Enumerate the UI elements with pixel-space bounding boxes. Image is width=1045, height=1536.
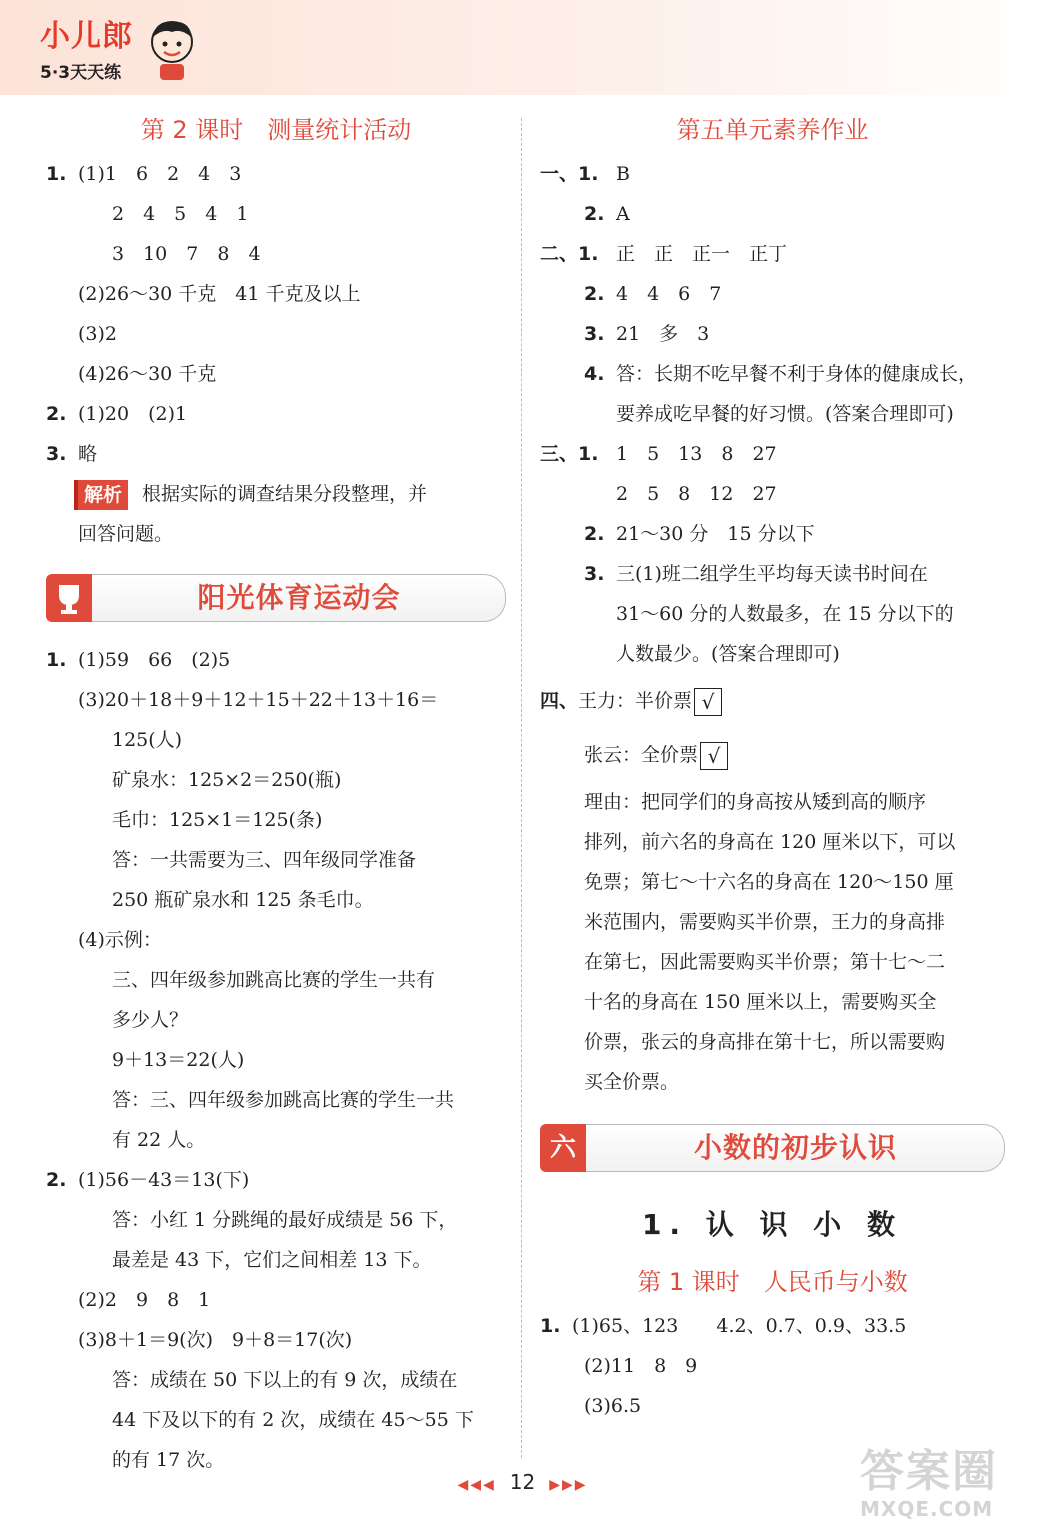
answer-line (46, 314, 506, 354)
chapter-title: 1. 认 识 小 数 (641, 1208, 904, 1241)
answer-line (46, 154, 506, 194)
ticket-row-wangli: 四、王力：半价票 √ (540, 674, 1005, 728)
unit-title: 小数的初步认识 (693, 1131, 897, 1164)
reason-line: 买全价票。 (584, 1071, 680, 1093)
answer-line (46, 1080, 506, 1120)
answer-text: 答：一共需要为三、四年级同学准备 (112, 849, 417, 871)
answer-line (46, 234, 506, 274)
question-number: 2. (584, 283, 605, 305)
answer-line (46, 1040, 506, 1080)
answer-line (46, 394, 506, 434)
answer-text: (1)59 66 (2)5 (78, 649, 231, 671)
lesson-title: 第 1 课时 人民币与小数 (637, 1268, 908, 1296)
answer-line (540, 194, 1005, 234)
answer-line (46, 1360, 506, 1400)
answer-list (540, 154, 1005, 674)
answer-text: (3)6.5 (584, 1395, 642, 1417)
answer-list (46, 154, 506, 474)
answer-line (46, 1400, 506, 1440)
answer-line (46, 760, 506, 800)
answer-text: 2 5 8 12 27 (616, 483, 777, 505)
right-column (540, 112, 1005, 1426)
analysis-text-cont: 回答问题。 (78, 523, 174, 545)
left-column (46, 112, 506, 1480)
answer-line (540, 234, 1005, 274)
answer-text: 2 4 5 4 1 (112, 203, 249, 225)
question-number: 1. (46, 163, 67, 185)
answer-text: 人数最少。(答案合理即可) (616, 643, 840, 665)
ticket-row-zhangyun: 张云：全价票 √ (540, 728, 1005, 782)
analysis-tag: 解析 (74, 480, 128, 510)
answer-text: 答：三、四年级参加跳高比赛的学生一共 (112, 1089, 455, 1111)
reason-line: 在第七，因此需要购买半价票；第十七～二 (584, 951, 946, 973)
answer-line (46, 640, 506, 680)
answer-list (540, 1306, 1005, 1426)
answer-line (540, 314, 1005, 354)
answer-line (46, 720, 506, 760)
answer-text: (3)2 (78, 323, 118, 345)
question-number: 一、1. (540, 163, 599, 185)
check-box: √ (700, 742, 728, 770)
answer-text: 1 5 13 8 27 (616, 443, 777, 465)
answer-text: 最差是 43 下，它们之间相差 13 下。 (112, 1249, 432, 1271)
answer-text: 正 正 正一 正丁 (616, 243, 788, 265)
unit-homework-title: 第五单元素养作业 (676, 116, 869, 144)
answer-text: 矿泉水：125×2＝250(瓶) (112, 769, 342, 791)
column-divider (521, 118, 522, 1458)
reason-line: 理由：把同学们的身高按从矮到高的顺序 (584, 791, 927, 813)
answer-line (46, 1320, 506, 1360)
answer-line (540, 154, 1005, 194)
answer-line (540, 634, 1005, 674)
check-box: √ (694, 688, 722, 716)
analysis-text: 根据实际的调查结果分段整理，并 (142, 483, 428, 505)
answer-line (46, 800, 506, 840)
answer-text: (2)2 9 8 1 (78, 1289, 211, 1311)
question-number: 1. (540, 1315, 561, 1337)
brand-logo (40, 19, 133, 83)
reason-line: 排列，前六名的身高在 120 厘米以下，可以 (584, 831, 956, 853)
answer-text: A (616, 203, 630, 225)
answer-line (46, 680, 506, 720)
reason-line: 免票；第七～十六名的身高在 120～150 厘 (584, 871, 954, 893)
reason-line: 价票，张云的身高排在第十七，所以需要购 (584, 1031, 946, 1053)
answer-text: B (616, 163, 630, 185)
section-title: 阳光体育运动会 (197, 581, 401, 614)
question-number: 2. (46, 403, 67, 425)
answer-text: (4)26～30 千克 (78, 363, 217, 385)
answer-line (540, 1306, 1005, 1346)
answer-text: 250 瓶矿泉水和 125 条毛巾。 (112, 889, 374, 911)
answer-line (46, 274, 506, 314)
question-number: 2. (584, 523, 605, 545)
answer-line (540, 514, 1005, 554)
answer-text: 多少人？ (112, 1009, 189, 1031)
question-number: 3. (46, 443, 67, 465)
answer-line (46, 194, 506, 234)
answer-text: (3)8＋1＝9(次) 9＋8＝17(次) (78, 1329, 353, 1351)
answer-line (46, 1160, 506, 1200)
answer-text: (2)26～30 千克 41 千克及以上 (78, 283, 361, 305)
answer-text: 21 多 3 (616, 323, 710, 345)
question-number: 2. (46, 1169, 67, 1191)
answer-text: 毛巾：125×1＝125(条) (112, 809, 323, 831)
answer-line (46, 920, 506, 960)
answer-line (540, 1346, 1005, 1386)
brand-subtitle: 5·3天天练 (40, 63, 122, 83)
answer-text: 125(人) (112, 729, 183, 751)
analysis-row (46, 474, 506, 514)
answer-line (540, 594, 1005, 634)
answer-line (46, 840, 506, 880)
answer-text: 4 4 6 7 (616, 283, 722, 305)
question-number: 4. (584, 363, 605, 385)
answer-text: 答：长期不吃早餐不利于身体的健康成长， (616, 363, 978, 385)
answer-text: (2)11 8 9 (584, 1355, 698, 1377)
arrow-left-icon: ◀◀◀ (457, 1477, 496, 1493)
answer-text: 三(1)班二组学生平均每天读书时间在 (616, 563, 928, 585)
arrow-right-icon: ▶▶▶ (549, 1477, 588, 1493)
section-answer-list (46, 640, 506, 1480)
answer-line (46, 1240, 506, 1280)
answer-text: 3 10 7 8 4 (112, 243, 261, 265)
page-number: 12 (509, 1470, 536, 1494)
question-number: 2. (584, 203, 605, 225)
answer-line (46, 880, 506, 920)
question-number: 1. (46, 649, 67, 671)
question-number: 三、1. (540, 443, 599, 465)
answer-text: 三、四年级参加跳高比赛的学生一共有 (112, 969, 436, 991)
answer-text: 31～60 分的人数最多，在 15 分以下的 (616, 603, 954, 625)
unit-number-badge: 六 (540, 1124, 586, 1172)
answer-text: (1)65、123 4.2、0.7、0.9、33.5 (572, 1315, 907, 1337)
reason-line: 十名的身高在 150 厘米以上，需要购买全 (584, 991, 937, 1013)
answer-line (46, 354, 506, 394)
answer-text: 要养成吃早餐的好习惯。(答案合理即可) (616, 403, 954, 425)
answer-text: 略 (78, 443, 98, 465)
answer-line (46, 960, 506, 1000)
trophy-icon (46, 574, 92, 622)
answer-text: 21～30 分 15 分以下 (616, 523, 815, 545)
answer-text: (1)1 6 2 4 3 (78, 163, 242, 185)
answer-line (540, 274, 1005, 314)
lesson-title: 第 2 课时 测量统计活动 (140, 116, 412, 144)
answer-line (46, 1120, 506, 1160)
answer-text: (1)56－43＝13(下) (78, 1169, 250, 1191)
answer-line (540, 554, 1005, 594)
answer-text: 有 22 人。 (112, 1129, 206, 1151)
answer-text: (1)20 (2)1 (78, 403, 188, 425)
answer-line (540, 354, 1005, 394)
answer-line (540, 394, 1005, 434)
question-number: 二、1. (540, 243, 599, 265)
answer-line (540, 1386, 1005, 1426)
reason-text (540, 782, 1005, 1102)
watermark-logo: 答案圈 MXQE.COM (860, 1446, 998, 1521)
answer-text: 的有 17 次。 (112, 1449, 225, 1471)
answer-line (46, 1280, 506, 1320)
answer-line (46, 1000, 506, 1040)
answer-text: 答：成绩在 50 下以上的有 9 次，成绩在 (112, 1369, 458, 1391)
question-number: 3. (584, 323, 605, 345)
answer-text: 答：小红 1 分跳绳的最好成绩是 56 下， (112, 1209, 458, 1231)
answer-line (46, 434, 506, 474)
answer-line (540, 474, 1005, 514)
mascot-icon (146, 18, 198, 82)
answer-line (46, 1200, 506, 1240)
brand-name: 小儿郎 (40, 19, 133, 54)
answer-text: (4)示例： (78, 929, 162, 951)
answer-text: 9＋13＝22(人) (112, 1049, 245, 1071)
answer-text: 44 下及以下的有 2 次，成绩在 45～55 下 (112, 1409, 474, 1431)
answer-text: (3)20＋18＋9＋12＋15＋22＋13＋16＝ (78, 689, 439, 711)
question-number: 3. (584, 563, 605, 585)
reason-line: 米范围内，需要购买半价票，王力的身高排 (584, 911, 946, 933)
unit-banner (540, 1124, 1005, 1176)
answer-line (540, 434, 1005, 474)
section-banner (46, 574, 506, 626)
